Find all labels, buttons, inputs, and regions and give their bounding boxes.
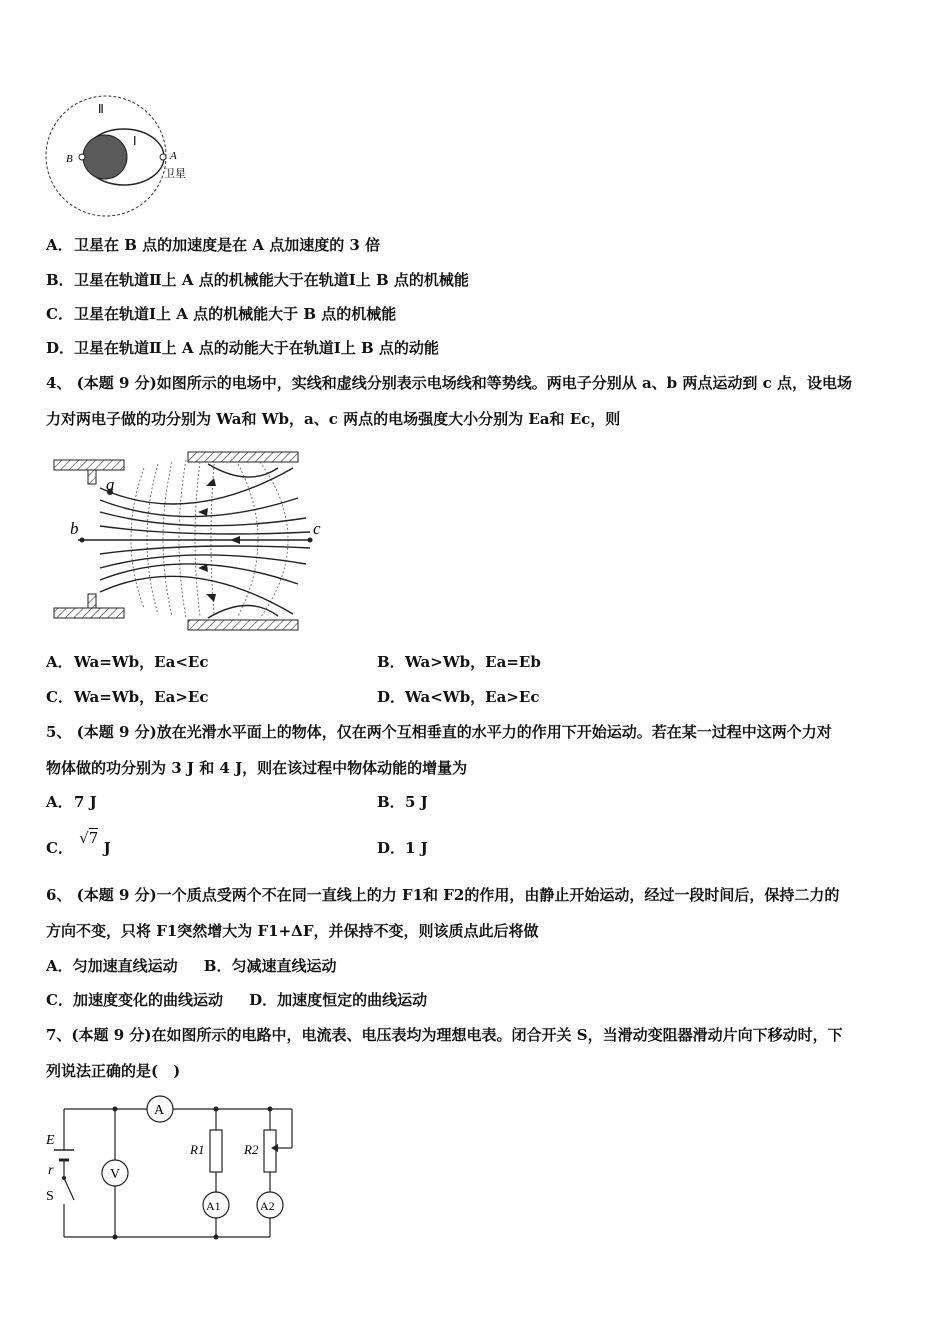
q4-option-C[interactable]: C．Wa=Wb，Ea>Ec: [46, 688, 209, 706]
q3-option-D[interactable]: D．卫星在轨道Ⅱ上 A 点的动能大于在轨道Ⅰ上 B 点的动能: [46, 339, 439, 357]
point-A: [160, 154, 166, 160]
point-b: [80, 538, 85, 543]
label-R1: R1: [190, 1142, 205, 1157]
label-V: V: [110, 1167, 121, 1182]
q3-option-B[interactable]: B．卫星在轨道Ⅱ上 A 点的机械能大于在轨道Ⅰ上 B 点的机械能: [46, 271, 469, 289]
label-B: B: [66, 153, 73, 165]
q3-option-C[interactable]: C．卫星在轨道Ⅰ上 A 点的机械能大于 B 点的机械能: [46, 305, 397, 323]
point-B: [79, 154, 85, 160]
q4-option-A[interactable]: A．Wa=Wb，Ea<Ec: [46, 653, 209, 671]
q6-option-A[interactable]: A．匀加速直线运动: [46, 957, 178, 975]
label-A1: A1: [206, 1199, 221, 1213]
electrode-bottom-right: [188, 620, 298, 630]
label-satellite: 卫星: [164, 167, 186, 180]
q7-stem-line1: 7、(本题 9 分)在如图所示的电路中，电流表、电压表均为理想电表。闭合开关 S，当滑动变阻器滑动片向下移动时，下: [46, 1026, 843, 1044]
label-E: E: [46, 1133, 55, 1148]
planet: [83, 135, 127, 179]
q6-option-B[interactable]: B．匀减速直线运动: [203, 957, 337, 975]
label-b: b: [70, 519, 79, 538]
q4-option-D[interactable]: D．Wa<Wb，Ea>Ec: [377, 688, 540, 706]
q5-option-D[interactable]: D．1 J: [377, 839, 428, 857]
electrode-top-left: [54, 460, 124, 470]
resistor-R1: [210, 1130, 222, 1172]
label-II: Ⅱ: [98, 102, 104, 116]
q5-stem-line1: 5、 (本题 9 分)放在光滑水平面上的物体，仅在两个互相垂直的水平力的作用下开始运动。若在某一过程中这两个力对: [46, 723, 832, 741]
sqrt-expression: √7: [79, 829, 99, 847]
q5-option-A[interactable]: A．7 J: [46, 793, 97, 811]
satellite-orbit-figure: [40, 95, 200, 220]
resistor-R2: [264, 1130, 276, 1172]
q5-option-C[interactable]: C． √7 J: [46, 829, 111, 857]
label-c: c: [313, 519, 321, 538]
q3-option-A[interactable]: A．卫星在 B 点的加速度是在 A 点加速度的 3 倍: [46, 236, 381, 254]
label-R2: R2: [244, 1142, 259, 1157]
electrode-bottom-left: [54, 608, 124, 618]
q6-option-C[interactable]: C．加速度变化的曲线运动: [46, 991, 223, 1009]
q4-stem-line2: 力对两电子做的功分别为 Wa和 Wb，a、c 两点的电场强度大小分别为 Ea和 Ec，则: [46, 410, 621, 428]
q6-option-D[interactable]: D．加速度恒定的曲线运动: [249, 991, 428, 1009]
label-r: r: [48, 1163, 54, 1178]
label-a: a: [106, 475, 115, 494]
label-S: S: [46, 1189, 54, 1204]
q5-stem-line2: 物体做的功分别为 3 J 和 4 J，则在该过程中物体动能的增量为: [46, 759, 468, 777]
q4-stem-line1: 4、 (本题 9 分)如图所示的电场中，实线和虚线分别表示电场线和等势线。两电子分别从 a、b 两点运动到 c 点，设电场: [46, 374, 852, 392]
label-A: A: [170, 150, 177, 162]
q4-option-B[interactable]: B．Wa>Wb，Ea=Eb: [377, 653, 541, 671]
electrode-top-right: [188, 452, 298, 462]
circuit-figure: [40, 1092, 310, 1242]
q5-option-B[interactable]: B．5 J: [377, 793, 428, 811]
q6-stem-line1: 6、 (本题 9 分)一个质点受两个不在同一直线上的力 F1和 F2的作用，由静止开始运动，经过一段时间后，保持二力的: [46, 886, 840, 904]
q6-stem-line2: 方向不变，只将 F1突然增大为 F1+ΔF，并保持不变，则该质点此后将做: [46, 922, 539, 940]
label-A2: A2: [260, 1199, 275, 1213]
q6-options-row2: [46, 990, 427, 1010]
q6-options-row1: [46, 956, 336, 976]
point-c: [308, 538, 313, 543]
label-A: A: [154, 1103, 165, 1118]
q7-stem-line2: 列说法正确的是( ): [46, 1062, 181, 1080]
label-I: Ⅰ: [133, 134, 137, 148]
electric-field-figure: [48, 448, 333, 634]
